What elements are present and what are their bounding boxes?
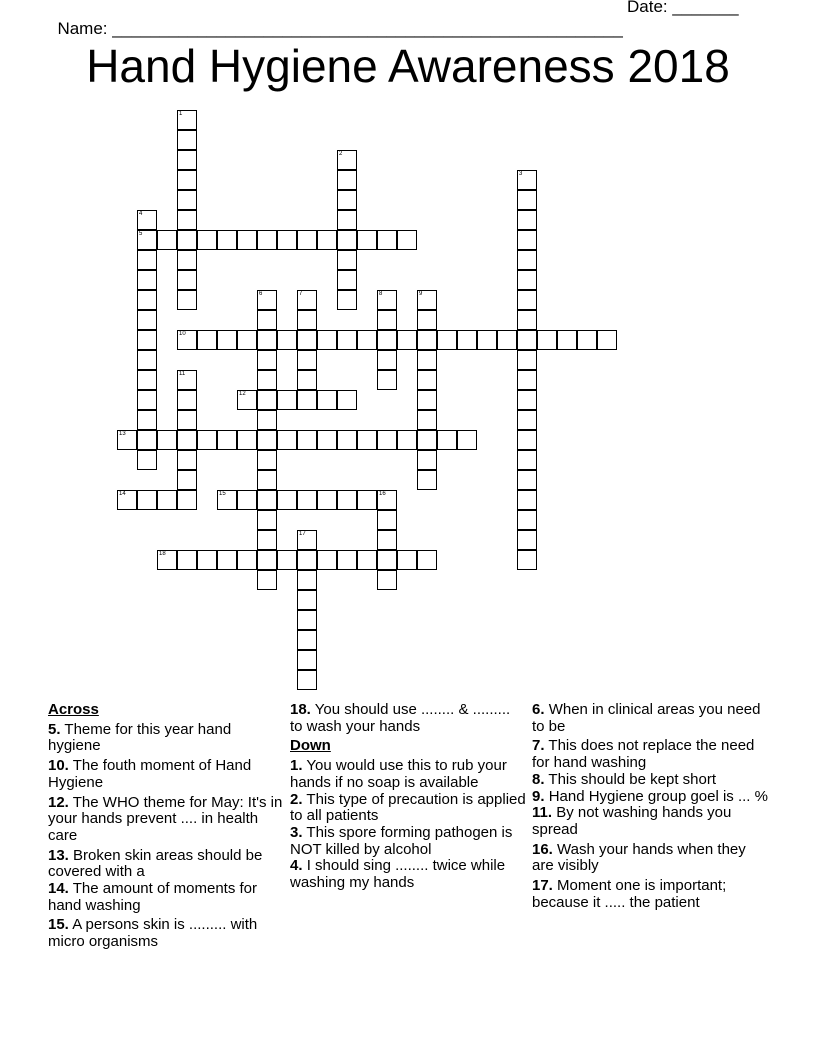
crossword-cell[interactable]	[297, 330, 317, 350]
crossword-cell[interactable]	[177, 110, 197, 130]
crossword-cell[interactable]	[377, 550, 397, 570]
clue-text: You would use this to rub your hands if no soap is available	[290, 757, 507, 791]
clue-number-label: 18	[159, 551, 166, 557]
clue-across-13	[48, 848, 284, 881]
crossword-cell[interactable]	[517, 170, 537, 190]
crossword-cell[interactable]	[137, 390, 157, 410]
crossword-cell[interactable]	[137, 370, 157, 390]
crossword-cell[interactable]	[237, 330, 257, 350]
clue-down-9	[532, 789, 768, 806]
crossword-cell[interactable]	[417, 470, 437, 490]
crossword-cell[interactable]	[297, 370, 317, 390]
crossword-cell[interactable]	[197, 550, 217, 570]
down-heading: Down	[290, 737, 331, 755]
crossword-cell[interactable]	[417, 550, 437, 570]
crossword-cell[interactable]	[257, 570, 277, 590]
clue-number: 10.	[48, 757, 69, 775]
crossword-cell[interactable]	[197, 230, 217, 250]
crossword-cell[interactable]	[237, 230, 257, 250]
crossword-cell[interactable]	[297, 550, 317, 570]
crossword-cell[interactable]	[277, 430, 297, 450]
clue-text: The WHO theme for May: It's in your hands prevent .... in health care	[48, 793, 283, 844]
clue-down-1	[290, 758, 526, 791]
crossword-cell[interactable]	[317, 390, 337, 410]
crossword-cell[interactable]	[377, 290, 397, 310]
clue-down-7	[532, 738, 768, 771]
crossword-cell[interactable]	[517, 550, 537, 570]
crossword-cell[interactable]	[137, 270, 157, 290]
clue-number-label: 1	[179, 111, 183, 117]
clue-number: 18.	[290, 701, 311, 718]
crossword-cell[interactable]	[177, 150, 197, 170]
crossword-cell[interactable]	[517, 450, 537, 470]
clue-number: 6.	[532, 701, 545, 718]
crossword-cell[interactable]	[337, 330, 357, 350]
crossword-cell[interactable]	[177, 490, 197, 510]
crossword-cell[interactable]	[177, 470, 197, 490]
crossword-cell[interactable]	[377, 350, 397, 370]
clue-number-label: 6	[259, 291, 263, 297]
crossword-cell[interactable]	[357, 550, 377, 570]
crossword-cell[interactable]	[277, 230, 297, 250]
crossword-cell[interactable]	[237, 430, 257, 450]
crossword-cell[interactable]	[157, 430, 177, 450]
crossword-cell[interactable]	[177, 210, 197, 230]
crossword-cell[interactable]	[457, 330, 477, 350]
crossword-cell[interactable]	[297, 630, 317, 650]
crossword-cell[interactable]	[597, 330, 617, 350]
crossword-cell[interactable]	[517, 230, 537, 250]
clue-number-label: 13	[119, 431, 126, 437]
clue-text: You should use ........ & ......... to wash your hands	[290, 701, 511, 735]
crossword-cell[interactable]	[297, 650, 317, 670]
clue-text: This spore forming pathogen is NOT killed by alcohol	[290, 823, 513, 858]
crossword-cell[interactable]	[297, 570, 317, 590]
clue-number: 14.	[48, 880, 69, 898]
crossword-cell[interactable]	[337, 270, 357, 290]
clue-text: This type of precaution is applied to all patients	[290, 790, 526, 825]
clue-number: 5.	[48, 720, 61, 738]
crossword-cell[interactable]	[517, 410, 537, 430]
crossword-cell[interactable]	[377, 530, 397, 550]
crossword-cell[interactable]	[337, 210, 357, 230]
clue-down-16	[532, 842, 768, 875]
crossword-cell[interactable]	[297, 590, 317, 610]
crossword-cell[interactable]	[177, 250, 197, 270]
clue-number-label: 5	[139, 231, 143, 237]
crossword-cell[interactable]	[257, 450, 277, 470]
crossword-cell[interactable]	[517, 290, 537, 310]
crossword-cell[interactable]	[297, 430, 317, 450]
clue-number-label: 2	[339, 151, 343, 157]
clue-number: 17.	[532, 877, 553, 895]
crossword-cell[interactable]	[517, 350, 537, 370]
clue-down-17	[532, 878, 768, 911]
crossword-cell[interactable]	[397, 330, 417, 350]
clue-number-label: 17	[299, 531, 306, 537]
crossword-cell[interactable]	[437, 430, 457, 450]
crossword-cell[interactable]	[417, 370, 437, 390]
crossword-cell[interactable]	[257, 330, 277, 350]
clue-text: By not washing hands you spread	[532, 804, 732, 838]
crossword-cell[interactable]	[177, 410, 197, 430]
crossword-cell[interactable]	[377, 230, 397, 250]
clue-text: The amount of moments for hand washing	[48, 880, 258, 914]
crossword-cell[interactable]	[177, 390, 197, 410]
crossword-cell[interactable]	[557, 330, 577, 350]
clue-number-label: 4	[139, 211, 143, 217]
crossword-cell[interactable]	[397, 430, 417, 450]
crossword-cell[interactable]	[297, 290, 317, 310]
crossword-cell[interactable]	[237, 490, 257, 510]
crossword-cell[interactable]	[257, 470, 277, 490]
crossword-cell[interactable]	[417, 390, 437, 410]
crossword-cell[interactable]	[517, 510, 537, 530]
crossword-cell[interactable]	[377, 330, 397, 350]
crossword-cell[interactable]	[337, 190, 357, 210]
clue-across-10	[48, 758, 284, 791]
crossword-cell[interactable]	[417, 430, 437, 450]
clue-across-12	[48, 795, 284, 845]
crossword-cell[interactable]	[257, 350, 277, 370]
crossword-cell[interactable]	[177, 450, 197, 470]
crossword-cell[interactable]	[237, 390, 257, 410]
crossword-cell[interactable]	[417, 450, 437, 470]
crossword-cell[interactable]	[257, 310, 277, 330]
clue-number-label: 11	[179, 371, 186, 377]
crossword-cell[interactable]	[277, 550, 297, 570]
crossword-cell[interactable]	[337, 290, 357, 310]
crossword-cell[interactable]	[117, 490, 137, 510]
crossword-cell[interactable]	[317, 330, 337, 350]
clue-number-label: 9	[419, 291, 423, 297]
crossword-cell[interactable]	[137, 350, 157, 370]
crossword-cell[interactable]	[357, 330, 377, 350]
clue-text: This does not replace the need for hand washing	[532, 737, 755, 772]
clue-text: Wash your hands when they are visibly	[532, 840, 746, 875]
clue-number: 16.	[532, 840, 553, 858]
crossword-cell[interactable]	[337, 430, 357, 450]
crossword-cell[interactable]	[137, 430, 157, 450]
clue-number-label: 14	[119, 491, 126, 497]
crossword-cell[interactable]	[517, 370, 537, 390]
clue-text: The fouth moment of Hand Hygiene	[48, 757, 252, 791]
crossword-cell[interactable]	[137, 490, 157, 510]
crossword-cell[interactable]	[417, 290, 437, 310]
crossword-cell[interactable]	[297, 350, 317, 370]
crossword-cell[interactable]	[297, 230, 317, 250]
crossword-cell[interactable]	[217, 550, 237, 570]
clue-text: I should sing ........ twice while washing my hands	[290, 857, 506, 892]
crossword-cell[interactable]	[257, 230, 277, 250]
crossword-cell[interactable]	[397, 230, 417, 250]
crossword-cell[interactable]	[137, 330, 157, 350]
crossword-cell[interactable]	[437, 330, 457, 350]
crossword-cell[interactable]	[137, 410, 157, 430]
clues-column-1	[48, 702, 284, 954]
clue-down-6	[532, 702, 768, 735]
crossword-cell[interactable]	[577, 330, 597, 350]
crossword-cell[interactable]	[517, 530, 537, 550]
crossword-cell[interactable]	[357, 430, 377, 450]
crossword-cell[interactable]	[137, 210, 157, 230]
crossword-cell[interactable]	[377, 570, 397, 590]
crossword-cell[interactable]	[217, 430, 237, 450]
clue-number: 1.	[290, 757, 303, 775]
crossword-cell[interactable]	[337, 170, 357, 190]
crossword-cell[interactable]	[417, 330, 437, 350]
clue-down-3	[290, 825, 526, 858]
crossword-cell[interactable]	[377, 490, 397, 510]
clue-text: Hand Hygiene group goel is ... %	[548, 787, 768, 805]
crossword-cell[interactable]	[337, 150, 357, 170]
crossword-cell[interactable]	[137, 290, 157, 310]
clue-down-8	[532, 772, 768, 789]
clue-number-label: 10	[179, 331, 186, 337]
crossword-cell[interactable]	[417, 410, 437, 430]
clue-text: Broken skin areas should be covered with a	[48, 846, 263, 881]
crossword-cell[interactable]	[177, 370, 197, 390]
crossword-cell[interactable]	[117, 430, 137, 450]
clue-number: 12.	[48, 793, 69, 811]
crossword-cell[interactable]	[377, 370, 397, 390]
date-field[interactable]: Date: _______	[627, 0, 739, 16]
crossword-cell[interactable]	[337, 390, 357, 410]
crossword-cell[interactable]	[197, 330, 217, 350]
crossword-cell[interactable]	[297, 310, 317, 330]
clues-column-3	[532, 702, 768, 914]
clue-text: This should be kept short	[548, 770, 717, 788]
crossword-cell[interactable]	[257, 550, 277, 570]
crossword-cell[interactable]	[277, 390, 297, 410]
crossword-cell[interactable]	[377, 430, 397, 450]
crossword-cell[interactable]	[317, 230, 337, 250]
crossword-cell[interactable]	[277, 330, 297, 350]
name-field[interactable]: Name: ______________________________________________________	[57, 19, 623, 38]
clue-across-14	[48, 881, 284, 914]
crossword-cell[interactable]	[317, 490, 337, 510]
clue-number: 3.	[290, 823, 303, 841]
clue-down-4	[290, 858, 526, 891]
clue-number: 4.	[290, 857, 303, 875]
clue-across-15	[48, 917, 284, 950]
clue-down-11	[532, 805, 768, 838]
crossword-cell[interactable]	[337, 490, 357, 510]
clue-across-18	[290, 702, 526, 735]
clue-number: 13.	[48, 846, 69, 864]
clue-text: Moment one is important; because it ..... the patient	[532, 877, 727, 911]
crossword-cell[interactable]	[337, 230, 357, 250]
crossword-cell[interactable]	[197, 430, 217, 450]
crossword-cell[interactable]	[177, 270, 197, 290]
crossword-cell[interactable]	[517, 470, 537, 490]
crossword-cell[interactable]	[297, 490, 317, 510]
clue-across-5	[48, 722, 284, 755]
crossword-cell[interactable]	[317, 430, 337, 450]
crossword-cell[interactable]	[337, 550, 357, 570]
crossword-cell[interactable]	[357, 490, 377, 510]
crossword-cell[interactable]	[177, 290, 197, 310]
crossword-cell[interactable]	[417, 310, 437, 330]
crossword-cell[interactable]	[177, 130, 197, 150]
crossword-cell[interactable]	[257, 510, 277, 530]
crossword-cell[interactable]	[257, 430, 277, 450]
crossword-cell[interactable]	[337, 250, 357, 270]
crossword-cell[interactable]	[457, 430, 477, 450]
crossword-cell[interactable]	[177, 430, 197, 450]
crossword-cell[interactable]	[177, 330, 197, 350]
crossword-cell[interactable]	[177, 170, 197, 190]
crossword-cell[interactable]	[397, 550, 417, 570]
crossword-cell[interactable]	[237, 550, 257, 570]
crossword-cell[interactable]	[537, 330, 557, 350]
crossword-cell[interactable]	[177, 190, 197, 210]
crossword-cell[interactable]	[257, 530, 277, 550]
crossword-cell[interactable]	[217, 230, 237, 250]
crossword-cell[interactable]	[517, 210, 537, 230]
clue-number-label: 7	[299, 291, 303, 297]
crossword-cell[interactable]	[517, 250, 537, 270]
crossword-cell[interactable]	[177, 230, 197, 250]
clue-number: 9.	[532, 787, 545, 805]
crossword-cell[interactable]	[137, 250, 157, 270]
crossword-cell[interactable]	[157, 550, 177, 570]
crossword-cell[interactable]	[517, 490, 537, 510]
crossword-cell[interactable]	[257, 370, 277, 390]
clues-column-2	[290, 702, 526, 895]
clue-number-label: 8	[379, 291, 383, 297]
crossword-cell[interactable]	[517, 430, 537, 450]
crossword-cell[interactable]	[477, 330, 497, 350]
clue-number: 11.	[532, 804, 553, 822]
crossword-cell[interactable]	[417, 350, 437, 370]
clue-text: A persons skin is ......... with micro organisms	[48, 916, 258, 951]
crossword-cell[interactable]	[317, 550, 337, 570]
crossword-cell[interactable]	[137, 230, 157, 250]
clue-down-2	[290, 792, 526, 825]
crossword-cell[interactable]	[357, 230, 377, 250]
crossword-cell[interactable]	[157, 230, 177, 250]
crossword-cell[interactable]	[257, 410, 277, 430]
crossword-cell[interactable]	[517, 390, 537, 410]
crossword-cell[interactable]	[517, 270, 537, 290]
across-heading: Across	[48, 701, 99, 718]
crossword-cell[interactable]	[517, 310, 537, 330]
clue-number: 7.	[532, 737, 545, 755]
crossword-cell[interactable]	[517, 330, 537, 350]
crossword-cell[interactable]	[257, 290, 277, 310]
clue-number: 8.	[532, 770, 545, 788]
crossword-cell[interactable]	[137, 450, 157, 470]
crossword-cell[interactable]	[257, 390, 277, 410]
crossword-cell[interactable]	[517, 190, 537, 210]
crossword-cell[interactable]	[497, 330, 517, 350]
crossword-cell[interactable]	[157, 490, 177, 510]
crossword-cell[interactable]	[137, 310, 157, 330]
clue-number: 2.	[290, 790, 303, 808]
crossword-cell[interactable]	[377, 510, 397, 530]
clue-number-label: 15	[219, 491, 226, 497]
crossword-cell[interactable]	[297, 670, 317, 690]
crossword-cell[interactable]	[257, 490, 277, 510]
crossword-cell[interactable]	[297, 530, 317, 550]
clue-text: When in clinical areas you need to be	[532, 701, 761, 735]
crossword-cell[interactable]	[297, 610, 317, 630]
clue-text: Theme for this year hand hygiene	[48, 720, 232, 755]
crossword-cell[interactable]	[217, 330, 237, 350]
page-title: Hand Hygiene Awareness 2018	[86, 40, 730, 92]
clue-number-label: 16	[379, 491, 386, 497]
crossword-cell[interactable]	[277, 490, 297, 510]
clue-number-label: 12	[239, 391, 246, 397]
crossword-cell[interactable]	[177, 550, 197, 570]
clue-number: 15.	[48, 916, 69, 934]
crossword-cell[interactable]	[217, 490, 237, 510]
crossword-cell[interactable]	[297, 390, 317, 410]
crossword-cell[interactable]	[377, 310, 397, 330]
clue-number-label: 3	[519, 171, 523, 177]
